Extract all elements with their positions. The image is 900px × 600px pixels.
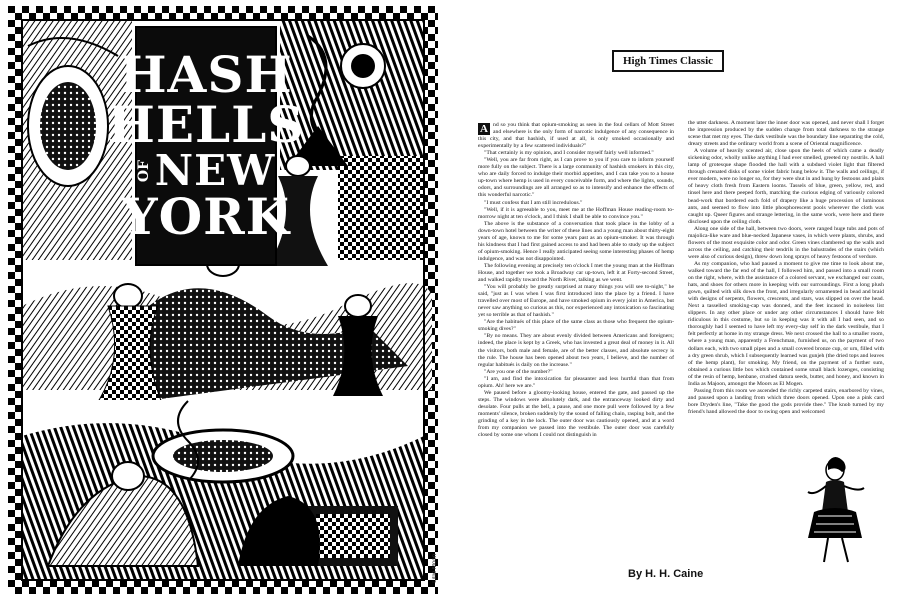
article-paragraph: The following evening at precisely ten o'clock I met the young man at the Hoffman House, and together we took a Broadway car up-town, left it at Forty-second Street, and walked rapidly toward the North River, talking as we went. xyxy=(478,262,674,284)
article-column-left xyxy=(478,122,674,554)
title-line-york: YORK xyxy=(121,187,291,246)
article-paragraph: Passing from this room we ascended the richly carpeted stairs, enarbored by vines, and paused upon a landing from which three doors opened. Upon one a pink card bore Dryden's line, "Take the good the gods provide thee." The knob turned by my friend's hand allowed the door to swing open and welcomed xyxy=(688,387,884,415)
article-paragraph: the utter darkness. A moment later the inner door was opened, and never shall I forget the impression produced by the sudden change from total darkness to the strange scene that met my eyes. The dark vestibule was the boundary line separating the cold, dreary streets and the ordinary world from a scene of Oriental magnificence. xyxy=(688,120,884,148)
article-byline: By H. H. Caine xyxy=(628,568,704,580)
article-paragraph: "You will probably be greatly surprised at many things you will see to-night," he said, "just as I was when I was first introduced into the place by a friend. I have travelled over most of Europe, and have smoked opium in every joint in America, but never saw anything so curious as this, nor experienced any intoxication so fascinating yet so terrible as that of hashish." xyxy=(478,284,674,319)
article-paragraph: "Are the habitués of this place of the same class as those who frequent the opium-smoking dives?" xyxy=(478,319,674,333)
article-paragraph: We paused before a gloomy-looking house, entered the gate, and passed up the steps. The windows were absolutely dark, and the entranceway looked dirty and desolate. Four pulls at the bell, a pause, and one more pull were followed by a few moments' silence, broken suddenly by the sound of falling chain, rasping bolt, and the grinding of a key in the lock. The outer door was cautiously opened, and at a word from my companion we passed into the vestibule. The outer door was carefully closed by some one whom I could not distinguish in xyxy=(478,389,674,439)
article-paragraph: As my companion, who had paused a moment to give me time to look about me, walked toward the far end of the hall, I followed him, and passed into a small room on the right, where, with the assistance of a colored servant, we exchanged our coats, hats, and shoes for others more in keeping with our surroundings. First a long plush gown, quilted with silk down the front, and irregularly ornamented in bead and braid with designs of serpents, flowers, crescents, and stars, was slipped on over the head. Next a tasselled smoking-cap was donned, and the feet incased in noiseless list slippers. In any other place or under any other circumstances I should have felt ridiculous in this costume, but so in keeping was it with all I had seen, and so thoroughly had I seemed to have left my every-day self in the dark vestibule, that I felt perfectly at home in my strange dress. We next crossed the hall to a smaller room, where a young man, apparently a Frenchman, furnished us, on the payment of two dollars each, with two small pipes and a small covered bronze cup, or urn, filled with a dry green shrub, which I subsequently learned was gunjeh (the dried tops and leaves of the hemp plant), for smoking. My friend, on the payment of a further sum, obtained a curious little box which contained some small black lozenges, consisting of the resin of hemp, henbane, crushed datura seeds, butter, and honey, and known in India as Majoon, amongst the Moors as El Mogen. xyxy=(688,260,884,387)
paragraph-text: nd so you think that opium-smoking as seen in the foul cellars of Mott Street and elsewhere is the only form of narcotic indulgence of any consequence in this city, and that hashish, if used at all, is only smoked occasionally and experimentally by a few scattered individuals?" xyxy=(478,122,674,150)
article-paragraph: Along one side of the hall, between two doors, were ranged huge tubs and pots of majolica-like ware and blue-necked Japanese vases, in which were plants, shrubs, and flowers of the most exquisite color and odor. Green vines clambered up the walls and across the ceiling, and catching their tendrils in the balustrades of the stairs (which were also of curious design), threw down long sprays of heavy festoons of verdure. xyxy=(688,225,884,260)
title-line-hash: HASH xyxy=(119,45,293,104)
title-word-of: OF xyxy=(135,159,152,183)
title-word-new: NEW xyxy=(154,146,276,195)
hash-hells-illustration xyxy=(8,6,438,594)
article-paragraph: A volume of heavily scented air, close upon the heels of which came a deadly sickening odor, wholly unlike anything I had ever smelled, greeted my nostrils. A hall lamp of grotesque shape flooded the hall with a subdued violet light that filtered through crenated disks of some violet fabric hung below it. The walls and ceilings, if ever modern, were no longer so, for they were shut in and hung by festoons and plaits of heavy cloth fresh from Eastern looms. Tassels of blue, green, yellow, red, and tinsel here and there peeped forth, matching the curious edging of variously colored bead-work that bordered each fold of drapery like a huge procession of luminous ants, and seemed to flow into little phosphorescent pools wherever the cloth was caught up. Queer figures and strange lettering, in the same work, were here and there disclosed upon the ceiling cloth. xyxy=(688,148,884,225)
dancer-vignette xyxy=(800,450,870,570)
article-paragraph: "I must confess that I am still incredulous." xyxy=(484,199,583,206)
title-line-hells: HELLS xyxy=(107,95,305,154)
article-paragraph: "I am, and find the intoxication far pleasanter and less hurtful than that from opium. Ah! here we are." xyxy=(478,375,674,389)
article-paragraph: "That certainly is my opinion, and I consider myself fairly well informed." xyxy=(484,150,654,157)
illustration-credit: Lillie Moon xyxy=(432,554,438,583)
article-paragraph xyxy=(478,122,674,150)
article-paragraph: "By no means. They are about evenly divided between Americans and foreigners; indeed, the place is kept by a Greek, who has invested a great deal of money in it. All the visitors, both male and female, are of the better classes, and absolute secrecy is the rule. The house has been opened about two years, I believe, and the number of regular habitués is daily on the increase." xyxy=(478,333,674,368)
article-paragraph: "Well, if it is agreeable to you, meet me at the Hoffman House reading-room to-morrow night at ten o'clock, and I think I shall be able to convince you." xyxy=(478,206,674,220)
title-panel xyxy=(107,26,305,266)
drop-cap: A xyxy=(478,123,490,135)
article-paragraph: "Are you one of the number?" xyxy=(484,368,553,375)
article-paragraph: The above is the substance of a conversation that took place in the lobby of a down-town hotel between the writer of these lines and a young man about thirty-eight years of age, known to me for some years past as an opium-smoker. It was through his kindness that I had first gained access to and had been able to study up the subject of opium-smoking. Hence I really anticipated seeing some interesting phases of hemp indulgence, and was not disappointed. xyxy=(478,220,674,262)
section-header-tag: High Times Classic xyxy=(612,50,724,72)
title-line-of-new xyxy=(135,146,276,195)
article-paragraph: "Well, you are far from right, as I can prove to you if you care to inform yourself more fully on the subject. There is a large community of hashish smokers in this city, who are daily forced to indulge their morbid appetites, and I can take you to a house up-town where hemp is used in every conceivable form, and where the lights, sounds, odors, and surroundings are all arranged so as to intensify and enhance the effects of this wonderful narcotic." xyxy=(478,157,674,199)
